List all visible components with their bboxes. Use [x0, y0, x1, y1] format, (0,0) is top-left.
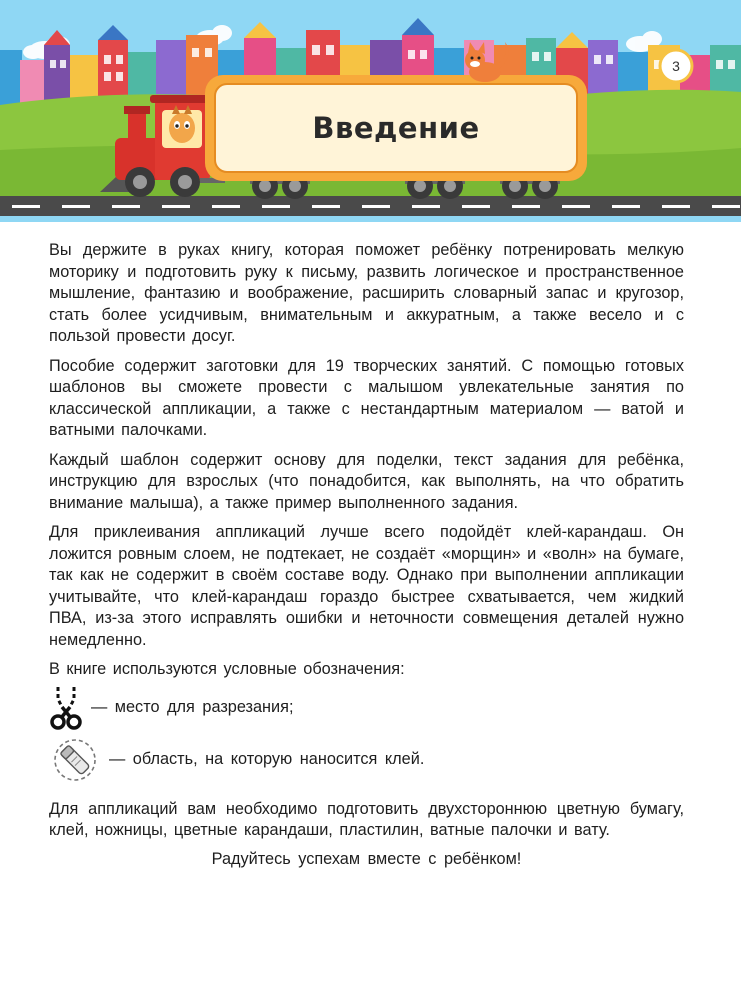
- closing-line: Радуйтесь успехам вместе с ребёнком!: [211, 849, 522, 868]
- scissors-icon: [49, 685, 83, 731]
- legend-cut: [49, 685, 684, 731]
- legend-cut-text: — место для разрезания;: [91, 698, 294, 716]
- page-title: Введение: [312, 111, 480, 145]
- legend-glue-text: — область, на которую наносится клей.: [109, 750, 425, 768]
- paragraph-4: Для приклеивания аппликаций лучше всего подойдёт клей-карандаш. Он ложится ровным слоем, не подтекает, не создаёт «морщин» и «волн» на бумаге, так как не содержит в своём составе воду. Однако при выполнении аппликации учитывайте, что клей-карандаш гораздо быстрее схватывается, чем жидкий ПВА, из-за этого исправлять ошибки и неточности совмещения деталей нужно немедленно.: [49, 523, 684, 649]
- glue-area-icon: [49, 737, 101, 783]
- paragraph-5: В книге используются условные обозначения:: [49, 660, 405, 678]
- paragraph-2: Пособие содержит заготовки для 19 творческих занятий. С помощью готовых шаблонов вы сможете провести с малышом увлекательные занятия по классической аппликации, а также с нестандартным материалом — ватой и ватными палочками.: [49, 356, 684, 439]
- paragraph-1: Вы держите в руках книгу, которая поможет ребёнку потренировать мелкую моторику и подготовить руку к письму, развить логическое и пространственное мышление, фантазию и воображение, расширить словарный запас и кругозор, стать более усидчивым, внимательным и аккуратным, а также весело и с пользой провести досуг.: [49, 241, 684, 345]
- paragraph-3: Каждый шаблон содержит основу для поделки, текст задания для ребёнка, инструкцию для взрослых (что понадобится, как выполнять, на что обратить внимание малыша), а также пример выполненного задания.: [49, 450, 684, 512]
- legend-glue: [49, 737, 684, 783]
- header-illustration: [0, 0, 741, 222]
- materials-paragraph: Для аппликаций вам необходимо подготовить двухстороннюю цветную бумагу, клей, ножницы, цветные карандаши, пластилин, ватные палочки и вату.: [49, 799, 684, 839]
- main-text: [49, 240, 684, 869]
- page-number: 3: [672, 58, 680, 74]
